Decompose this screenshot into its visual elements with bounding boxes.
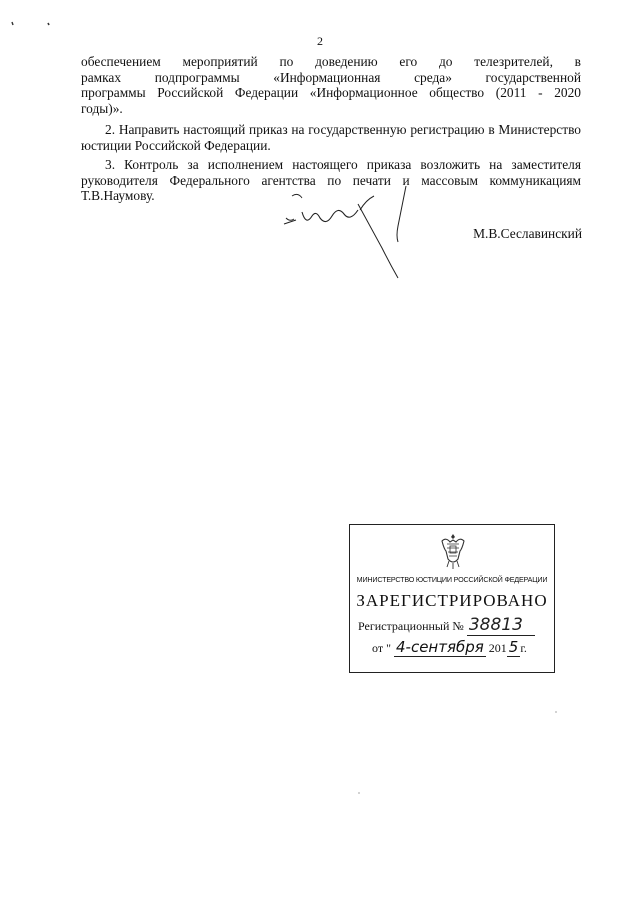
paragraph-2-text: 2. Направить настоящий приказ на государственную регистрацию в Министерство юстиции Российской Федерации. [81,122,581,153]
signature-image [280,186,420,282]
stamp-year-suffix: г. [520,641,527,655]
stamp-year-handwritten: 5 [508,638,519,656]
stamp-date-prefix: от " [372,641,391,655]
russian-coat-of-arms-icon [438,531,468,571]
stamp-registration-line [358,615,535,635]
stamp-date-line [372,638,527,656]
signer-name: М.В.Сеславинский [473,226,582,241]
paragraph-1 [81,54,581,116]
stamp-date-handwritten: 4-сентября [395,638,484,656]
paragraph-1-line-3: программы Российской Федерации «Информационное общество (2011 - 2020 [81,85,581,101]
paragraph-2 [81,122,581,153]
page-number: 2 [317,34,323,48]
stamp-year-prefix: 201 [488,641,507,655]
stamp-reg-label: Регистрационный № [358,619,464,633]
paragraph-1-line-1: обеспечением мероприятий по доведению его до телезрителей, в [81,54,581,69]
stamp-ministry-name: МИНИСТЕРСТВО ЮСТИЦИИ РОССИЙСКОЙ ФЕДЕРАЦИИ [356,575,548,584]
paragraph-3-text: 3. Контроль за исполнением настоящего приказа возложить на заместителя руководителя Федерального агентства по печати и массовым коммуникациям Т.В.Наумову. [81,157,581,204]
paragraph-1-line-4: годы)». [81,100,123,116]
stamp-registered-title: ЗАРЕГИСТРИРОВАНО [356,591,548,610]
paragraph-1-line-2: рамках подпрограммы «Информационная среда» государственной [81,69,581,85]
stamp-reg-number: 38813 [467,615,535,636]
registration-stamp [349,524,555,673]
